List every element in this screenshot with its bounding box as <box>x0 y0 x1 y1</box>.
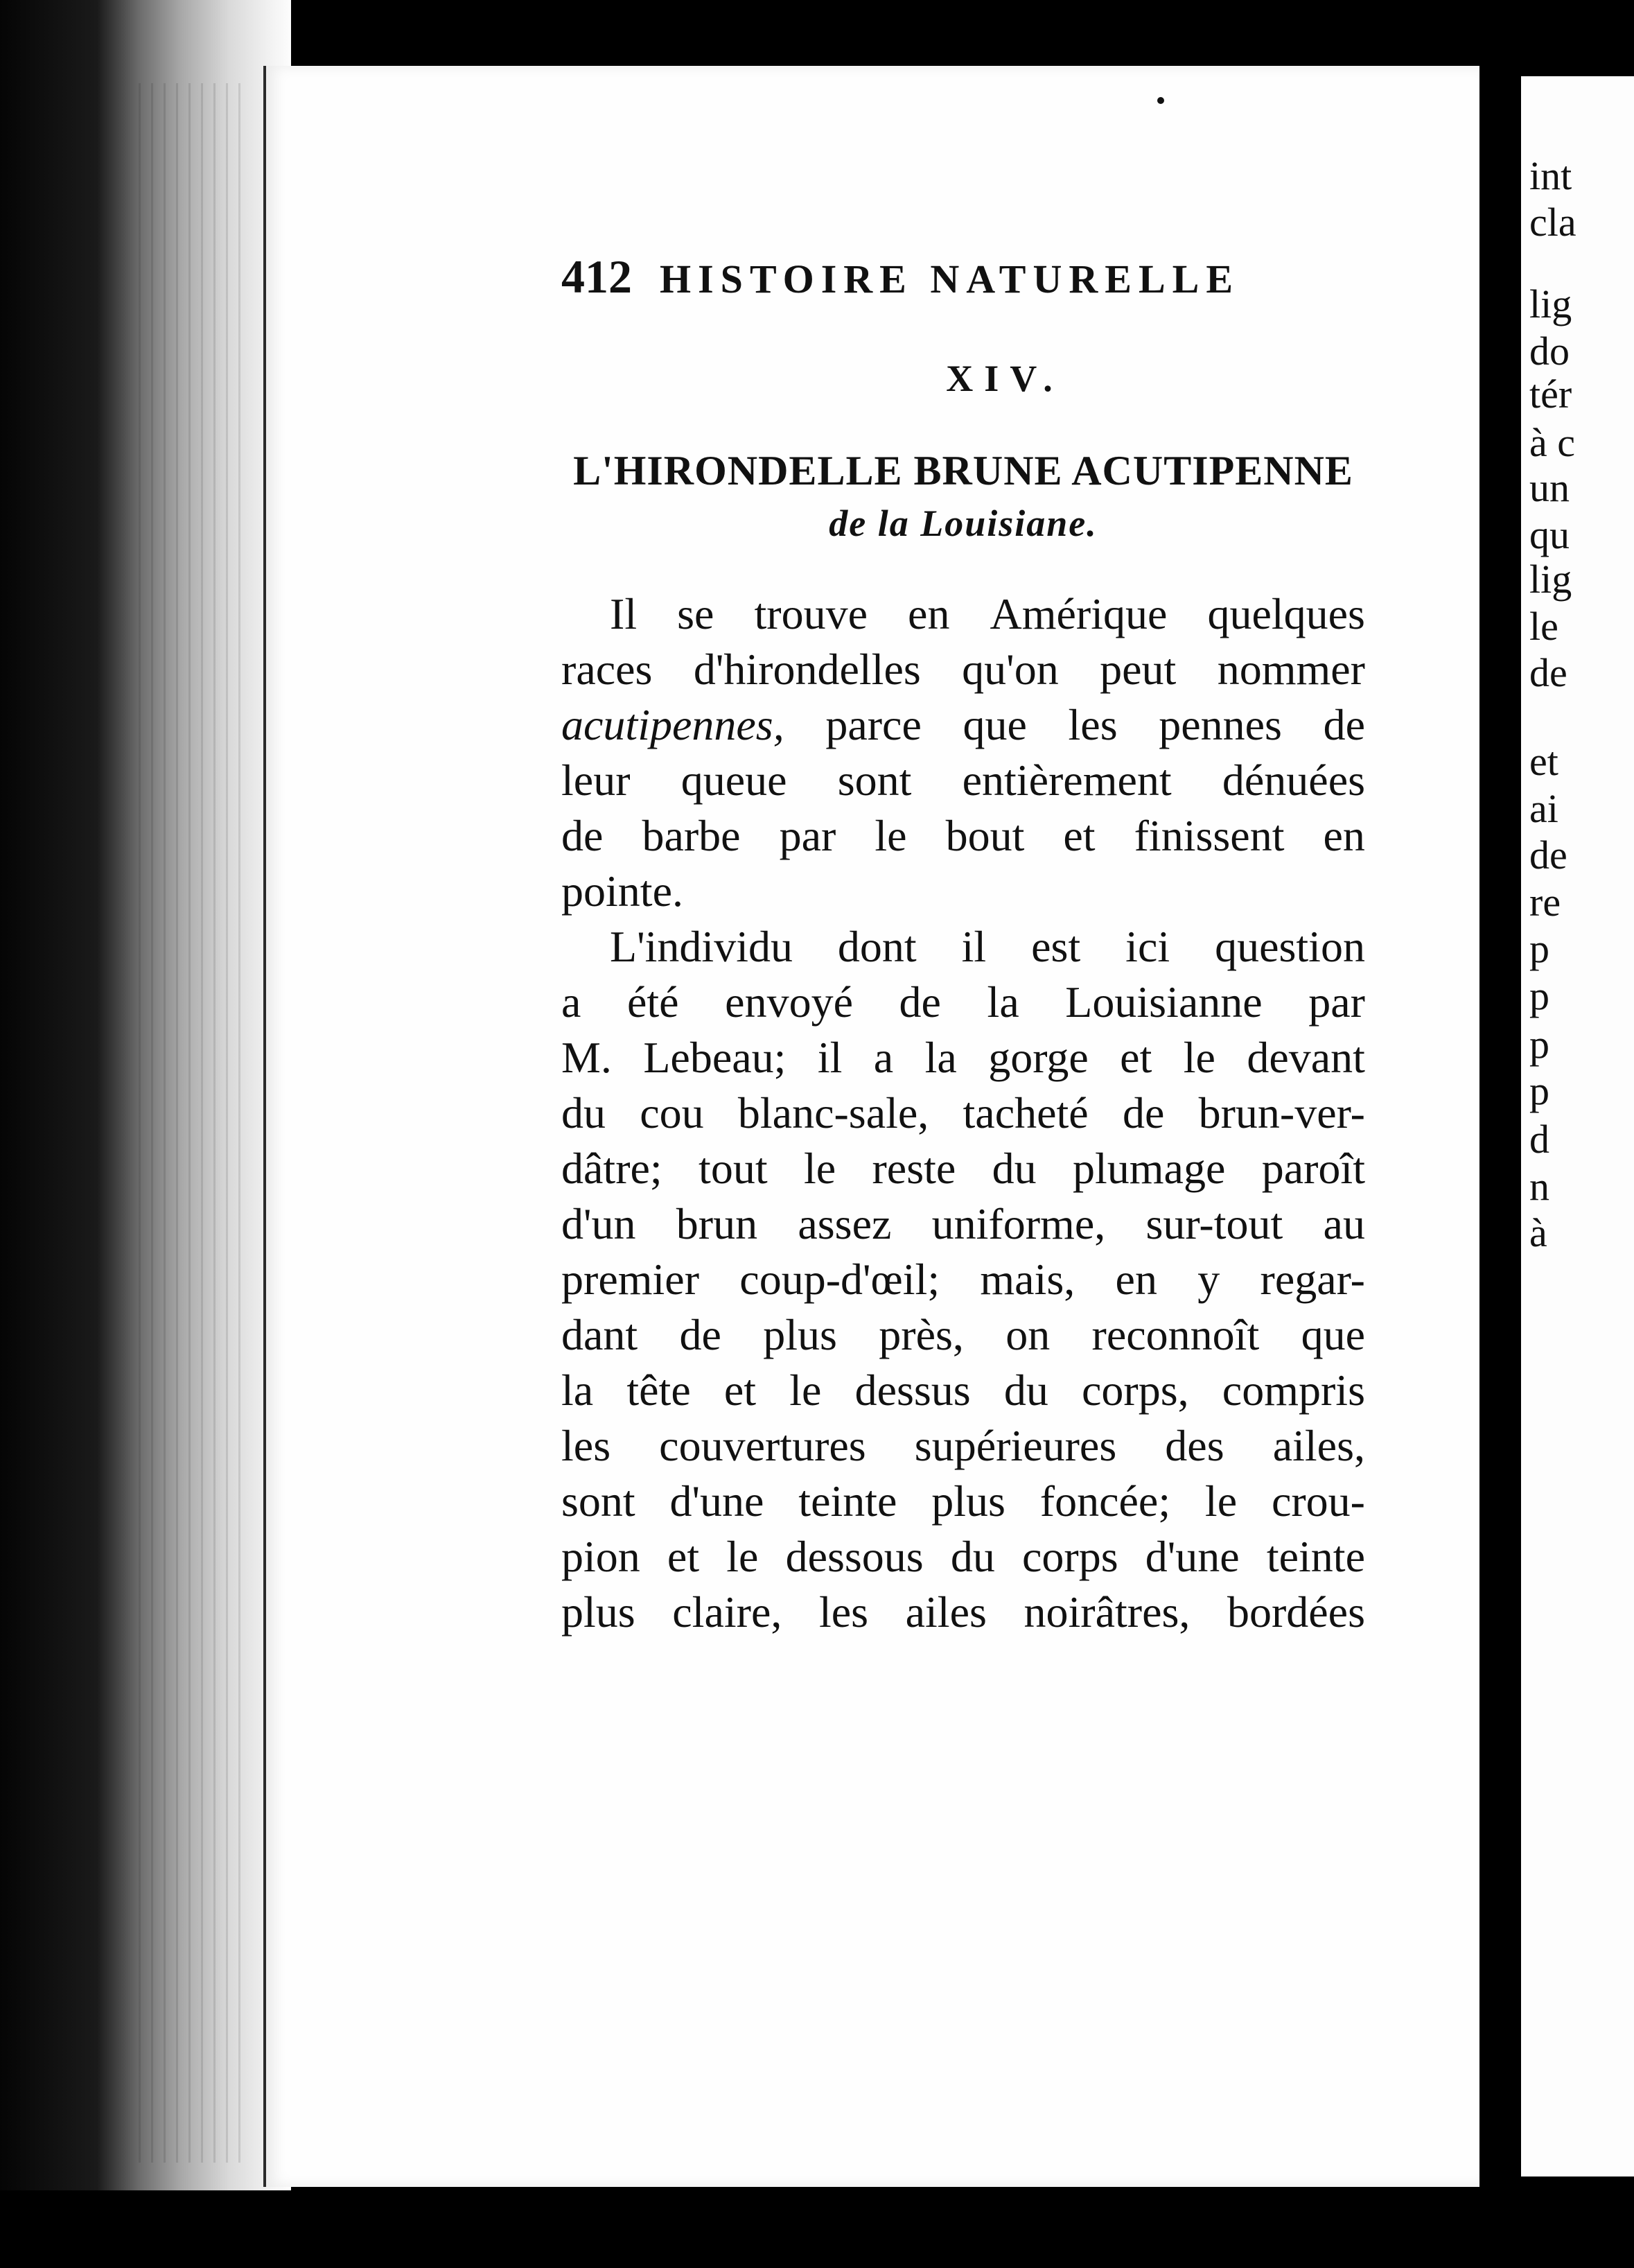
facing-page-text: int <box>1529 153 1572 198</box>
facing-page-fragment <box>1521 76 1634 2177</box>
facing-page-text: p <box>1529 973 1549 1018</box>
ink-speck <box>1157 97 1164 104</box>
text-line: les couvertures supérieures des ailes, <box>561 1421 1365 1470</box>
article-title: L'HIRONDELLE BRUNE ACUTIPENNE <box>573 448 1353 494</box>
text-line: du cou blanc-sale, tacheté de brun-ver- <box>561 1088 1365 1137</box>
facing-page-text: p <box>1529 1022 1549 1067</box>
facing-page-text: re <box>1529 880 1561 925</box>
facing-page-text: lig <box>1529 557 1572 602</box>
chapter-number: XIV. <box>946 358 1064 399</box>
text-line: a été envoyé de la Louisianne par <box>561 977 1365 1027</box>
text-line: dâtre; tout le reste du plumage paroît <box>561 1144 1365 1193</box>
article-subtitle: de la Louisiane. <box>829 503 1098 544</box>
text-line: L'individu dont il est ici question <box>610 922 1365 971</box>
facing-page-text: tér <box>1529 372 1572 417</box>
facing-page-text: ai <box>1529 786 1558 831</box>
facing-page-text: cla <box>1529 200 1576 245</box>
facing-page-text: un <box>1529 465 1570 510</box>
facing-page-text: lig <box>1529 281 1572 326</box>
facing-page-text: do <box>1529 329 1570 374</box>
running-head <box>561 250 1365 312</box>
facing-page-text: à <box>1529 1210 1547 1255</box>
text-line: plus claire, les ailes noirâtres, bordées <box>561 1587 1365 1637</box>
text-line: sont d'une teinte plus foncée; le crou- <box>561 1476 1365 1526</box>
bottom-scan-border <box>0 2190 1634 2268</box>
text-line: M. Lebeau; il a la gorge et le devant <box>561 1033 1365 1082</box>
book-gutter <box>1479 0 1521 2268</box>
text-line: dant de plus près, on reconnoît que <box>561 1310 1365 1359</box>
text-line: acutipennes, parce que les pennes de <box>561 700 1365 749</box>
text-line: de barbe par le bout et finissent en <box>561 811 1365 860</box>
text-line: Il se trouve en Amérique quelques <box>610 589 1365 638</box>
facing-page-text: qu <box>1529 512 1570 557</box>
facing-page-text: p <box>1529 926 1549 971</box>
text-line: premier coup-d'œil; mais, en y regar- <box>561 1255 1365 1304</box>
facing-page-text: et <box>1529 739 1558 784</box>
facing-page-text: n <box>1529 1164 1549 1209</box>
facing-page-text: de <box>1529 832 1567 878</box>
facing-page-text: le <box>1529 604 1558 649</box>
text-line: la tête et le dessus du corps, compris <box>561 1366 1365 1415</box>
text-line: pion et le dessous du corps d'une teinte <box>561 1532 1365 1581</box>
text-line: leur queue sont entièrement dénuées <box>561 756 1365 805</box>
page-number: 412 <box>561 250 632 303</box>
facing-page-text: à c <box>1529 420 1575 465</box>
text-column <box>561 250 1365 1640</box>
page-edge-texture <box>139 83 249 2163</box>
facing-page-text: de <box>1529 650 1567 695</box>
text-line: pointe. <box>561 866 683 916</box>
text-line: races d'hirondelles qu'on peut nommer <box>561 645 1365 694</box>
text-line: d'un brun assez uniforme, sur-tout au <box>561 1199 1365 1248</box>
facing-page-text: d <box>1529 1117 1549 1162</box>
running-head-title: HISTOIRE NATURELLE <box>660 256 1240 302</box>
facing-page-text: p <box>1529 1068 1549 1113</box>
body-text <box>561 586 1365 1640</box>
